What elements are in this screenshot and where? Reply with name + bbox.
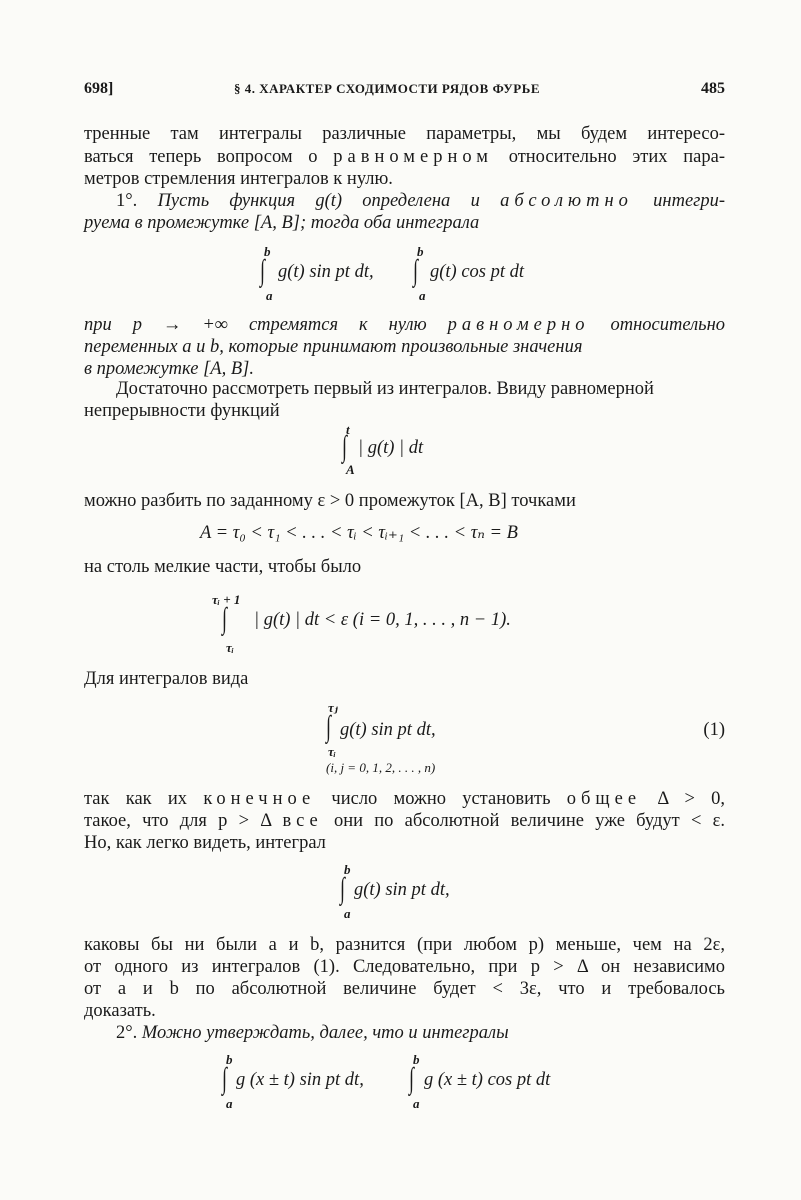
header-title: § 4. ХАРАКТЕР СХОДИМОСТИ РЯДОВ ФУРЬЕ <box>234 81 540 96</box>
formula-sin-shift: g (x ± t) sin pt dt, <box>236 1070 364 1090</box>
integral-sign: ∫ <box>326 710 331 743</box>
lower-limit: a <box>419 288 426 303</box>
lower-limit: a <box>226 1096 233 1111</box>
lower-limit: τᵢ <box>328 744 336 759</box>
upper-limit: b <box>413 1052 420 1067</box>
formula-cos-shift: g (x ± t) cos pt dt <box>424 1070 551 1090</box>
text-line: тренные там интегралы различные параметры, мы будем интересо- <box>84 124 725 144</box>
formula-sin: g(t) sin pt dt, <box>278 262 374 282</box>
text-line: Для интегралов вида <box>84 669 249 689</box>
text-line: можно разбить по заданному ε > 0 промежуток [A, B] точками <box>84 491 576 511</box>
lower-limit: a <box>344 906 351 921</box>
page-number: 485 <box>701 80 725 97</box>
text-line: 2°. Можно утверждать, далее, что и интегралы <box>116 1023 509 1043</box>
upper-limit: t <box>346 422 350 437</box>
upper-limit: b <box>417 244 424 259</box>
text-line: каковы бы ни были a и b, разнится (при любом p) меньше, чем на 2ε, <box>84 935 725 955</box>
upper-limit: τⱼ <box>328 700 338 715</box>
text-line: на столь мелкие части, чтобы было <box>84 557 362 577</box>
text-line: Но, как легко видеть, интеграл <box>84 833 326 853</box>
text-line: доказать. <box>84 1001 156 1021</box>
lower-limit: A <box>346 462 355 477</box>
integral-sign: ∫ <box>222 602 227 635</box>
text-line: от a и b по абсолютной величине будет < 3ε, что и требовалось <box>84 979 725 999</box>
running-header <box>84 80 725 104</box>
text-line: непрерывности функций <box>84 401 280 421</box>
text-line: ваться теперь вопросом о равномерном относительно этих пара- <box>84 147 725 167</box>
integral-sign: ∫ <box>342 430 347 463</box>
header-left: 698] <box>84 80 114 97</box>
text-line: Достаточно рассмотреть первый из интегралов. Ввиду равномерной <box>116 379 654 399</box>
text-line: такое, что для p > Δ все они по абсолютной величине уже будут < ε. <box>84 811 726 831</box>
formula-partition: A = τ₀ < τ₁ < . . . < τᵢ < τᵢ₊₁ < . . . < τₙ = B <box>200 523 518 543</box>
text-line: метров стремления интегралов к нулю. <box>84 169 393 189</box>
integral-sign: ∫ <box>260 254 265 287</box>
formula-abs: | g(t) | dt <box>358 438 424 458</box>
formula-cos: g(t) cos pt dt <box>430 262 525 282</box>
upper-limit: b <box>344 862 351 877</box>
integral-sign: ∫ <box>409 1062 414 1095</box>
lower-limit: a <box>413 1096 420 1111</box>
text-line: переменных a и b, которые принимают произвольные значения <box>84 337 583 357</box>
formula-integral: g(t) sin pt dt, <box>354 880 450 900</box>
formula-condition: (i, j = 0, 1, 2, . . . , n) <box>326 760 436 775</box>
text-line: в промежутке [A, B]. <box>84 359 254 379</box>
upper-limit: τᵢ + 1 <box>212 592 241 607</box>
lower-limit: a <box>266 288 273 303</box>
formula-interval: g(t) sin pt dt, <box>340 720 436 740</box>
upper-limit: b <box>226 1052 233 1067</box>
integral-sign: ∫ <box>222 1062 227 1095</box>
lower-limit: τᵢ <box>226 640 234 655</box>
text-line: при p → +∞ стремятся к нулю равномерно относительно <box>84 315 726 335</box>
integral-sign: ∫ <box>413 254 418 287</box>
text-line: так как их конечное число можно установить общее Δ > 0, <box>84 789 726 809</box>
formula-estimate: | g(t) | dt < ε (i = 0, 1, . . . , n − 1). <box>254 610 511 630</box>
equation-number: (1) <box>703 720 725 740</box>
text-line: руема в промежутке [A, B]; тогда оба интеграла <box>84 213 480 233</box>
upper-limit: b <box>264 244 271 259</box>
text-line: 1°. Пусть функция g(t) определена и абсолютно интегри- <box>116 191 726 211</box>
integral-sign: ∫ <box>340 872 345 905</box>
text-line: от одного из интегралов (1). Следовательно, при p > Δ он независимо <box>84 957 725 977</box>
